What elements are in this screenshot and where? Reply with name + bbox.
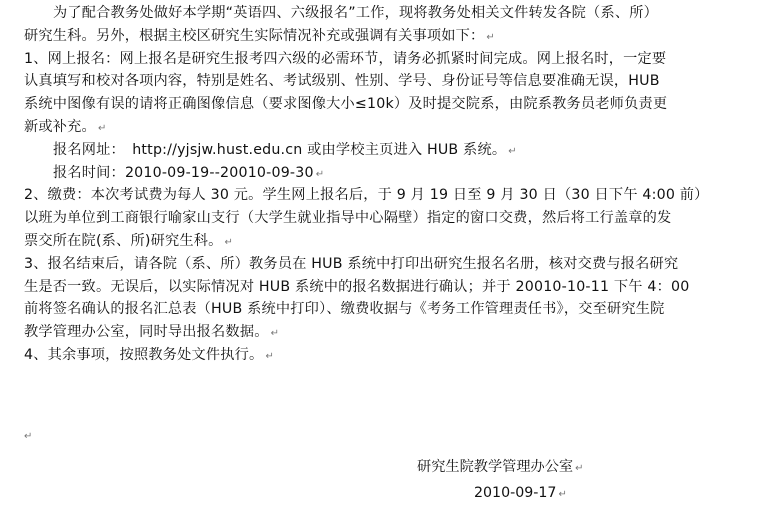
item1-line-3 [24, 93, 752, 116]
item3-line-4 [24, 321, 752, 344]
signature-date-text: 2010-09-17 [474, 485, 557, 501]
signature-date [474, 482, 567, 506]
paragraph-mark-icon: ↵ [315, 168, 325, 180]
item2-line-3 [24, 230, 752, 253]
intro-line-1 [24, 2, 752, 25]
item3-line-1 [24, 253, 752, 276]
signature-office-text: 研究生院教学管理办公室 [417, 459, 574, 475]
item1-text-2: 认真填写和校对各项内容，特别是姓名、考试级别、性别、学号、身份证号等信息要准确无误，HUB [24, 73, 660, 90]
registration-url-text: 报名网址： http://yjsjw.hust.edu.cn 或由学校主页进入 HUB 系统。 [53, 141, 507, 158]
item2-text-1: 2、缴费：本次考试费为每人 30 元。学生网上报名后，于 9 月 19 日至 9 月 30 日（30 日下午 4:00 前） [24, 187, 709, 204]
intro-text-2: 研究生科。另外，根据主校区研究生实际情况补充或强调有关事项如下： [24, 27, 485, 44]
item3-text-4: 教学管理办公室，同时导出报名数据。 [24, 324, 269, 341]
item1-text-4: 新或补充。 [24, 118, 96, 135]
paragraph-mark-icon: ↵ [224, 236, 234, 248]
item2-text-2: 以班为单位到工商银行喻家山支行（大学生就业指导中心隔壁）指定的窗口交费，然后将工行盖章的发 [24, 210, 672, 227]
paragraph-mark-icon: ↵ [97, 122, 107, 134]
item3-line-3 [24, 298, 752, 321]
item2-line-1 [24, 184, 752, 207]
item3-text-3: 前将签名确认的报名汇总表（HUB 系统中打印）、缴费收据与《考务工作管理责任书》，交至研究生院 [24, 301, 665, 318]
registration-url-line [24, 139, 752, 162]
item3-text-1: 3、报名结束后，请各院（系、所）教务员在 HUB 系统中打印出研究生报名名册，核对交费与报名研究 [24, 255, 679, 272]
item3-text-2: 生是否一致。无误后，以实际情况对 HUB 系统中的报名数据进行确认；并于 20010-10-11 下午 4：00 [24, 278, 690, 295]
paragraph-mark-icon: ↵ [265, 350, 275, 362]
item2-text-3: 票交所在院(系、所)研究生科。 [24, 232, 223, 249]
paragraph-mark-icon: ↵ [575, 463, 584, 474]
item4-line [24, 344, 752, 367]
item4-text: 4、其余事项，按照教务处文件执行。 [24, 346, 264, 363]
paragraph-mark-icon: ↵ [270, 328, 280, 340]
empty-paragraph-mark-icon: ↵ [24, 431, 33, 442]
signature-office [417, 456, 583, 480]
registration-time-text: 报名时间：2010-09-19--20010-09-30 [53, 164, 314, 181]
item1-line-4 [24, 116, 752, 139]
intro-line-2 [24, 25, 752, 48]
paragraph-mark-icon: ↵ [508, 145, 517, 157]
paragraph-mark-icon: ↵ [486, 31, 495, 43]
item1-line-2 [24, 70, 752, 93]
item1-text-3: 系统中图像有误的请将正确图像信息（要求图像大小≤10k）及时提交院系，由院系教务员老师负责更 [24, 96, 668, 113]
item3-line-2 [24, 276, 752, 299]
item1-text-1: 1、网上报名：网上报名是研究生报考四六级的必需环节，请务必抓紧时间完成。网上报名时，一定要 [24, 50, 667, 67]
item1-line-1 [24, 48, 752, 71]
intro-text-1: 为了配合教务处做好本学期“英语四、六级报名”工作，现将教务处相关文件转发各院（系、所） [53, 5, 658, 21]
paragraph-mark-icon: ↵ [558, 489, 567, 500]
registration-time-line [24, 162, 752, 185]
item2-line-2 [24, 207, 752, 230]
